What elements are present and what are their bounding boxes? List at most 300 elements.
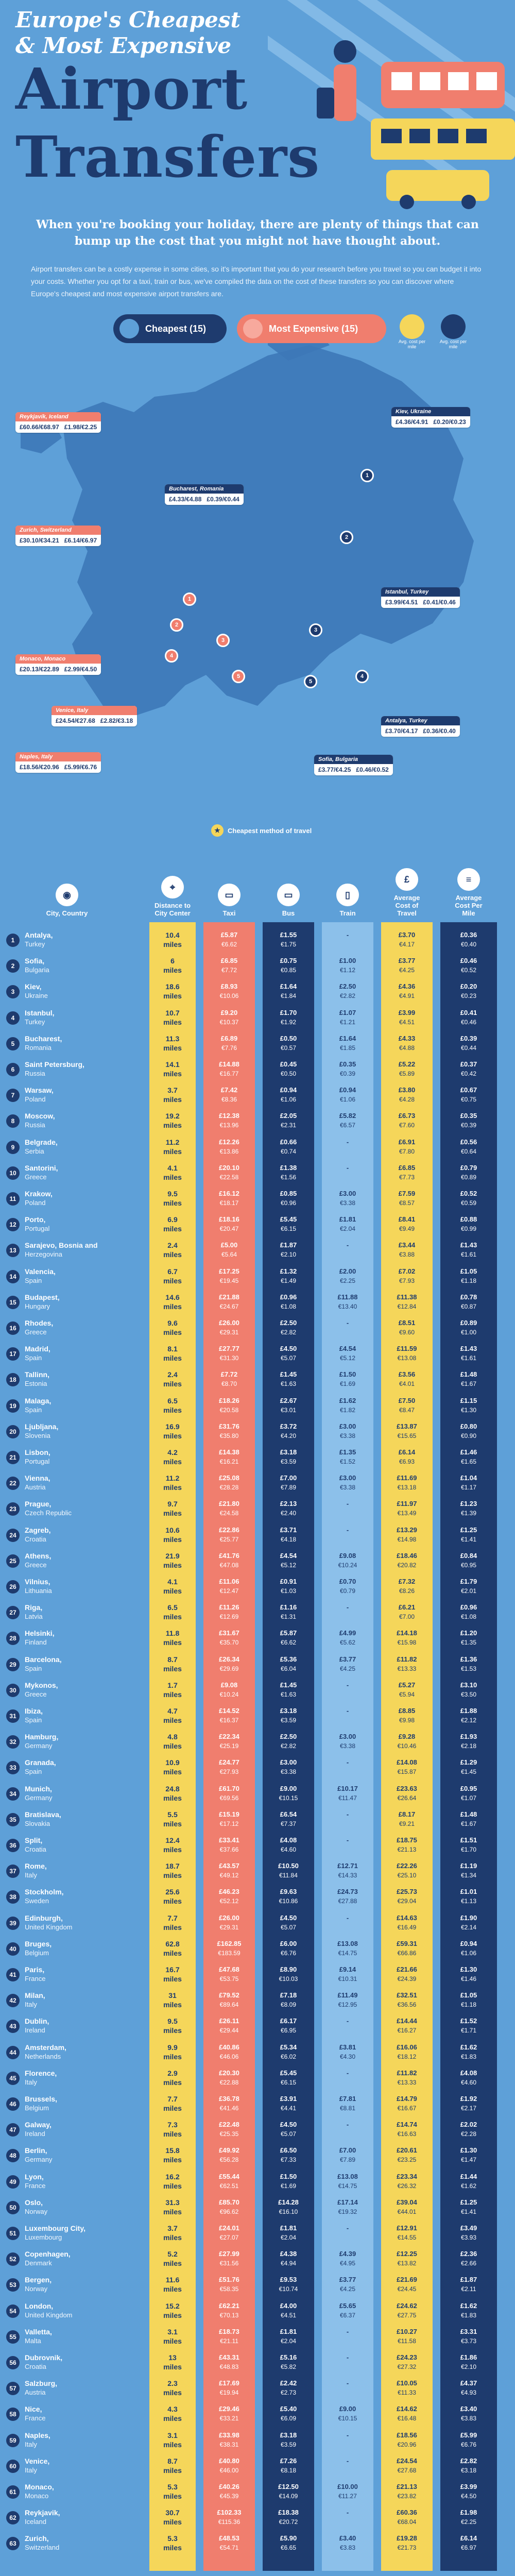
- traveller-head: [334, 40, 356, 63]
- table-row: [0, 2531, 515, 2556]
- row-bus: £1.50 €1.69: [280, 2172, 297, 2190]
- legend-cheapest-label: Cheapest (15): [145, 323, 207, 334]
- row-train: £2.50 €2.82: [339, 982, 356, 1000]
- row-city: Bratislava, Slovakia: [25, 1810, 61, 1827]
- row-avg-mile: £1.90 €2.14: [460, 1913, 477, 1931]
- row-bus: £1.16 €1.31: [280, 1603, 297, 1621]
- row-bus: £3.18 €3.59: [280, 1707, 297, 1724]
- row-city: Stockholm, Sweden: [25, 1888, 64, 1905]
- row-city: Barcelona, Spain: [25, 1655, 62, 1672]
- row-distance: 14.6 miles: [163, 1293, 182, 1311]
- row-city: Istanbul, Turkey: [25, 1008, 55, 1026]
- row-train: £5.65 €6.37: [339, 2301, 356, 2319]
- row-bus: £5.36 €6.04: [280, 1655, 297, 1672]
- row-bus: £4.50 €5.07: [280, 1345, 297, 1362]
- table-row: [0, 2143, 515, 2168]
- row-avg-cost: £25.73 €29.04: [397, 1888, 417, 1905]
- row-rank: 47: [6, 2123, 20, 2137]
- row-train: -: [346, 931, 349, 939]
- row-rank: 56: [6, 2356, 20, 2369]
- row-city: Bergen, Norway: [25, 2276, 52, 2293]
- row-avg-cost: £39.04 €44.01: [397, 2198, 417, 2215]
- row-taxi: £16.12 €18.17: [219, 1190, 239, 1207]
- row-rank: 5: [6, 1037, 20, 1050]
- row-avg-mile: £1.23 €1.39: [460, 1500, 477, 1517]
- table-row: [0, 1445, 515, 1470]
- row-rank: 46: [6, 2097, 20, 2111]
- pin-icon: [243, 319, 263, 338]
- row-bus: £4.50 €5.07: [280, 2121, 297, 2138]
- row-avg-cost: £10.27 €11.58: [397, 2327, 417, 2345]
- row-avg-cost: £13.29 €14.98: [397, 1526, 417, 1543]
- row-bus: £1.45 €1.63: [280, 1370, 297, 1388]
- row-avg-cost: £3.44 €3.88: [398, 1241, 416, 1259]
- row-train: £3.77 €4.25: [339, 2276, 356, 2293]
- row-bus: £1.64 €1.84: [280, 982, 297, 1000]
- row-taxi: £5.00 €5.64: [220, 1241, 238, 1259]
- row-bus: £4.38 €4.94: [280, 2250, 297, 2267]
- map-tag-sofia: Sofia, Bulgaria £3.77/€4.25 £0.46/€0.52: [314, 755, 393, 775]
- row-rank: 43: [6, 2020, 20, 2033]
- taxi-shape: [386, 170, 489, 201]
- row-rank: 30: [6, 1684, 20, 1697]
- row-train: £11.49 €12.95: [337, 1991, 358, 2009]
- row-taxi: £24.77 €27.93: [219, 1758, 239, 1776]
- row-avg-mile: £1.15 €1.30: [460, 1396, 477, 1414]
- row-train: -: [346, 1913, 349, 1922]
- row-avg-mile: £0.46 €0.52: [460, 957, 477, 974]
- row-city: Madrid, Spain: [25, 1345, 50, 1362]
- table-row: [0, 1341, 515, 1367]
- row-taxi: £12.26 €13.86: [219, 1138, 239, 1155]
- row-train: -: [346, 1810, 349, 1818]
- row-taxi: £11.26 €12.69: [219, 1603, 239, 1621]
- map-pin: 4: [165, 649, 178, 663]
- title-line-3: Airport: [15, 56, 248, 122]
- row-avg-cost: £11.97 €13.49: [397, 1500, 417, 1517]
- legend-walk-label: Avg. cost per mile: [398, 339, 426, 349]
- row-taxi: £43.31 €48.83: [219, 2353, 239, 2370]
- row-avg-cost: £14.62 €16.48: [397, 2405, 417, 2422]
- row-avg-mile: £0.95 €1.07: [460, 1784, 477, 1802]
- row-train: £3.77 €4.25: [339, 1655, 356, 1672]
- legend-cost-walk: [397, 314, 427, 349]
- row-taxi: £7.72 €8.70: [220, 1370, 238, 1388]
- row-train: £4.54 €5.12: [339, 1345, 356, 1362]
- row-avg-cost: £3.77 €4.25: [398, 957, 416, 974]
- row-taxi: £51.76 €58.35: [219, 2276, 239, 2293]
- row-avg-cost: £22.26 €25.10: [397, 1862, 417, 1879]
- table-row: [0, 1600, 515, 1625]
- row-avg-cost: £14.63 €16.49: [397, 1913, 417, 1931]
- table-row: [0, 1677, 515, 1703]
- row-avg-cost: £11.69 €13.18: [397, 1474, 417, 1492]
- row-train: £11.88 €13.40: [337, 1293, 358, 1310]
- row-avg-mile: £0.39 €0.44: [460, 1034, 477, 1052]
- row-avg-mile: £1.20 €1.35: [460, 1629, 477, 1647]
- row-train: -: [346, 1603, 349, 1612]
- row-bus: £2.42 €2.73: [280, 2379, 297, 2397]
- row-avg-cost: £6.21 €7.00: [398, 1603, 416, 1621]
- row-distance: 8.7 miles: [163, 1655, 182, 1673]
- intro-lead: When you're booking your holiday, there are plenty of things that can bump up the cost that you might not have thought about.: [36, 218, 479, 248]
- map-tag-zurich: Zurich, Switzerland £30.10/€34.21 £6.14/€6.97: [15, 526, 101, 546]
- row-city: Porto, Portugal: [25, 1215, 50, 1233]
- row-rank: 4: [6, 1011, 20, 1025]
- row-bus: £3.71 €4.18: [280, 1526, 297, 1543]
- row-city: Prague, Czech Republic: [25, 1500, 72, 1517]
- row-avg-cost: £6.14 €6.93: [398, 1448, 416, 1465]
- row-avg-mile: £1.46 €1.65: [460, 1448, 477, 1465]
- row-distance: 15.8 miles: [163, 2146, 182, 2164]
- table-row: [0, 2350, 515, 2376]
- row-rank: 60: [6, 2460, 20, 2473]
- row-avg-mile: £1.04 €1.17: [460, 1474, 477, 1492]
- row-taxi: £26.00 €29.31: [219, 1319, 239, 1336]
- row-avg-mile: £0.79 €0.89: [460, 1163, 477, 1181]
- map-tag-antalya: Antalya, Turkey £3.70/€4.17 £0.36/€0.40: [381, 716, 460, 737]
- legend-cheapest: [113, 314, 227, 343]
- row-avg-cost: £12.25 €13.82: [397, 2250, 417, 2267]
- row-avg-cost: £23.63 €26.64: [397, 1784, 417, 1802]
- row-taxi: £14.88 €16.77: [219, 1060, 239, 1077]
- row-rank: 53: [6, 2278, 20, 2292]
- row-rank: 52: [6, 2252, 20, 2266]
- map-pin: 5: [232, 670, 245, 683]
- row-avg-mile: £0.80 €0.90: [460, 1422, 477, 1439]
- row-rank: 45: [6, 2072, 20, 2085]
- row-distance: 4.1 miles: [163, 1163, 182, 1181]
- row-avg-mile: £1.62 €1.83: [460, 2301, 477, 2319]
- row-taxi: £47.68 €53.75: [219, 1965, 239, 1982]
- table-row: [0, 2246, 515, 2272]
- row-rank: 18: [6, 1373, 20, 1386]
- row-avg-mile: £1.52 €1.71: [460, 2017, 477, 2035]
- table-row: [0, 1470, 515, 1496]
- row-train: £1.50 €1.69: [339, 1370, 356, 1388]
- row-city: Tallinn, Estonia: [25, 1370, 49, 1388]
- row-avg-cost: £8.85 €9.98: [398, 1707, 416, 1724]
- row-avg-mile: £1.43 €1.61: [460, 1241, 477, 1259]
- row-distance: 18.6 miles: [163, 982, 182, 1001]
- row-rank: 9: [6, 1141, 20, 1154]
- row-distance: 11.8 miles: [163, 1629, 182, 1647]
- row-distance: 9.9 miles: [163, 2043, 182, 2061]
- row-city: Oslo, Norway: [25, 2198, 48, 2215]
- header-train: ▯ Train: [327, 850, 368, 917]
- row-avg-mile: £2.02 €2.28: [460, 2121, 477, 2138]
- row-avg-mile: £0.52 €0.59: [460, 1190, 477, 1207]
- row-taxi: £162.85 €183.59: [217, 1939, 242, 1957]
- title-line-2: & Most Expensive: [15, 33, 232, 58]
- row-bus: £0.91 €1.03: [280, 1578, 297, 1595]
- row-distance: 3.1 miles: [163, 2327, 182, 2345]
- row-taxi: £33.98 €38.31: [219, 2431, 239, 2448]
- row-train: £3.40 €3.83: [339, 2534, 356, 2552]
- row-bus: £5.40 €6.09: [280, 2405, 297, 2422]
- row-avg-cost: £3.70 €4.17: [398, 931, 416, 948]
- table-row: [0, 1652, 515, 1677]
- table-row: [0, 1367, 515, 1393]
- row-train: -: [346, 2509, 349, 2517]
- row-distance: 6 miles: [163, 957, 182, 975]
- header-bus: ▭ Bus: [268, 850, 309, 917]
- row-city: Santorini, Greece: [25, 1163, 58, 1181]
- row-city: Brussels, Belgium: [25, 2095, 58, 2112]
- row-bus: £1.87 €2.10: [280, 1241, 297, 1259]
- row-bus: £5.90 €6.65: [280, 2534, 297, 2552]
- row-rank: 31: [6, 1709, 20, 1723]
- table-row: [0, 1858, 515, 1884]
- row-train: -: [346, 1163, 349, 1172]
- row-taxi: £24.01 €27.07: [219, 2224, 239, 2241]
- row-rank: 3: [6, 985, 20, 998]
- row-distance: 21.9 miles: [163, 1551, 182, 1569]
- row-train: £12.71 €14.33: [337, 1862, 358, 1879]
- row-city: Bruges, Belgium: [25, 1939, 52, 1957]
- row-bus: £7.26 €8.18: [280, 2456, 297, 2474]
- row-city: Helsinki, Finland: [25, 1629, 55, 1647]
- row-city: Ljubljana, Slovenia: [25, 1422, 59, 1439]
- row-rank: 41: [6, 1968, 20, 1981]
- row-train: -: [346, 1707, 349, 1715]
- row-avg-mile: £0.35 €0.39: [460, 1112, 477, 1129]
- table-row: [0, 1703, 515, 1729]
- row-rank: 12: [6, 1218, 20, 1231]
- row-taxi: £14.52 €16.37: [219, 1707, 239, 1724]
- row-taxi: £9.20 €10.37: [219, 1008, 239, 1026]
- table-row: [0, 1315, 515, 1341]
- table-row: [0, 2195, 515, 2221]
- row-taxi: £21.88 €24.67: [219, 1293, 239, 1310]
- row-distance: 62.8 miles: [163, 1939, 182, 1957]
- row-avg-mile: £0.20 €0.23: [460, 982, 477, 1000]
- row-distance: 10.9 miles: [163, 1758, 182, 1776]
- table-row: [0, 2091, 515, 2117]
- row-bus: £1.81 €2.04: [280, 2224, 297, 2241]
- header: [0, 0, 515, 216]
- row-taxi: £20.10 €22.58: [219, 1163, 239, 1181]
- row-city: Reykjavik, Iceland: [25, 2509, 60, 2526]
- row-avg-cost: £32.51 €36.56: [397, 1991, 417, 2009]
- pin-icon: [119, 319, 139, 338]
- row-distance: 6.9 miles: [163, 1215, 182, 1233]
- table-row: [0, 1238, 515, 1263]
- row-rank: 61: [6, 2485, 20, 2499]
- row-bus: £2.50 €2.82: [280, 1319, 297, 1336]
- row-train: £7.81 €8.81: [339, 2095, 356, 2112]
- table-row: [0, 1057, 515, 1082]
- table-row: [0, 1807, 515, 1833]
- row-city: Copenhagen, Denmark: [25, 2250, 71, 2267]
- row-train: -: [346, 2069, 349, 2077]
- row-avg-cost: £59.31 €66.86: [397, 1939, 417, 1957]
- row-avg-mile: £1.79 €2.01: [460, 1578, 477, 1595]
- row-avg-mile: £6.14 €6.97: [460, 2534, 477, 2552]
- row-bus: £0.85 €0.96: [280, 1190, 297, 1207]
- map-pin: 5: [304, 675, 317, 688]
- row-distance: 10.4 miles: [163, 931, 182, 948]
- suitcase-icon: [317, 88, 334, 118]
- row-bus: £1.70 €1.92: [280, 1008, 297, 1026]
- table-row: [0, 1005, 515, 1031]
- legend-expensive-label: Most Expensive (15): [269, 323, 358, 334]
- pin-icon: ⌖: [161, 876, 184, 899]
- row-city: Galway, Ireland: [25, 2121, 52, 2138]
- row-bus: £7.18 €8.09: [280, 1991, 297, 2009]
- row-rank: 36: [6, 1839, 20, 1852]
- row-avg-cost: £5.22 €5.89: [398, 1060, 416, 1077]
- table-row: [0, 2453, 515, 2479]
- table-row: [0, 2117, 515, 2143]
- row-city: Lyon, France: [25, 2172, 46, 2190]
- row-train: £10.00 €11.27: [337, 2483, 358, 2500]
- row-bus: £0.45 €0.50: [280, 1060, 297, 1077]
- row-distance: 31 miles: [163, 1991, 182, 2009]
- row-avg-cost: £14.18 €15.98: [397, 1629, 417, 1647]
- map-pin: 2: [170, 618, 183, 632]
- row-avg-mile: £1.29 €1.45: [460, 1758, 477, 1776]
- table-row: [0, 1264, 515, 1290]
- row-bus: £5.16 €5.82: [280, 2353, 297, 2370]
- row-city: Salzburg, Austria: [25, 2379, 58, 2397]
- map-pin: 4: [355, 670, 369, 683]
- row-avg-cost: £16.06 €18.12: [397, 2043, 417, 2060]
- table-row: [0, 2376, 515, 2401]
- row-rank: 15: [6, 1296, 20, 1309]
- row-city: Luxembourg City, Luxembourg: [25, 2224, 85, 2241]
- row-rank: 14: [6, 1270, 20, 1283]
- row-taxi: £31.67 €35.70: [219, 1629, 239, 1647]
- row-bus: £5.45 €6.15: [280, 2069, 297, 2086]
- row-train: -: [346, 1681, 349, 1689]
- row-avg-cost: £3.80 €4.28: [398, 1086, 416, 1104]
- row-avg-cost: £23.34 €26.32: [397, 2172, 417, 2190]
- row-avg-cost: £24.54 €27.68: [397, 2456, 417, 2474]
- row-rank: 42: [6, 1994, 20, 2007]
- row-avg-mile: £1.92 €2.17: [460, 2095, 477, 2112]
- row-rank: 7: [6, 1089, 20, 1102]
- row-avg-cost: £8.41 €9.49: [398, 1215, 416, 1233]
- row-avg-mile: £1.05 €1.18: [460, 1267, 477, 1284]
- row-avg-cost: £6.85 €7.73: [398, 1163, 416, 1181]
- row-taxi: £85.70 €96.62: [219, 2198, 239, 2215]
- row-distance: 11.2 miles: [163, 1138, 182, 1156]
- table-legend-label: Cheapest method of travel: [228, 826, 312, 835]
- row-city: Split, Croatia: [25, 1836, 46, 1853]
- row-avg-mile: £1.05 €1.18: [460, 1991, 477, 2009]
- row-rank: 49: [6, 2175, 20, 2189]
- row-avg-cost: £8.17 €9.21: [398, 1810, 416, 1827]
- star-icon: ★: [211, 824, 224, 837]
- row-bus: £0.75 €0.85: [280, 957, 297, 974]
- table-row: [0, 2040, 515, 2065]
- row-distance: 31.3 miles: [163, 2198, 182, 2216]
- row-rank: 1: [6, 934, 20, 947]
- row-rank: 44: [6, 2046, 20, 2059]
- row-city: Rome, Italy: [25, 1862, 47, 1879]
- row-taxi: £11.06 €12.47: [219, 1578, 239, 1595]
- legend-expensive: [237, 314, 386, 343]
- row-bus: £4.08 €4.60: [280, 1836, 297, 1853]
- row-taxi: £55.44 €62.51: [219, 2172, 239, 2190]
- row-distance: 2.4 miles: [163, 1241, 182, 1259]
- table-row: [0, 1134, 515, 1160]
- row-avg-mile: £1.87 €2.11: [460, 2276, 477, 2293]
- row-avg-cost: £12.91 €14.55: [397, 2224, 417, 2241]
- row-avg-cost: £14.79 €16.67: [397, 2095, 417, 2112]
- row-rank: 35: [6, 1813, 20, 1826]
- row-rank: 26: [6, 1580, 20, 1594]
- row-rank: 58: [6, 2408, 20, 2421]
- row-avg-mile: £4.37 €4.93: [460, 2379, 477, 2397]
- row-taxi: £40.80 €46.00: [219, 2456, 239, 2474]
- row-avg-cost: £6.73 €7.60: [398, 1112, 416, 1129]
- row-distance: 11.3 miles: [163, 1034, 182, 1052]
- row-distance: 24.8 miles: [163, 1784, 182, 1802]
- row-train: -: [346, 1138, 349, 1146]
- map-pin: 3: [216, 634, 230, 647]
- row-train: £4.39 €4.95: [339, 2250, 356, 2267]
- row-train: -: [346, 2017, 349, 2025]
- row-city: Sofia, Bulgaria: [25, 957, 49, 974]
- row-distance: 25.6 miles: [163, 1888, 182, 1906]
- row-train: -: [346, 1241, 349, 1249]
- row-bus: £3.00 €3.38: [280, 1758, 297, 1776]
- row-avg-cost: £21.66 €24.39: [397, 1965, 417, 1982]
- row-bus: £6.50 €7.33: [280, 2146, 297, 2164]
- row-bus: £10.50 €11.84: [278, 1862, 299, 1879]
- row-city: Kiev, Ukraine: [25, 982, 48, 1000]
- row-city: Bucharest, Romania: [25, 1034, 62, 1052]
- coin-icon: £: [396, 868, 418, 891]
- row-bus: £6.54 €7.37: [280, 1810, 297, 1827]
- row-distance: 10.6 miles: [163, 1526, 182, 1544]
- row-taxi: £18.26 €20.58: [219, 1396, 239, 1414]
- row-city: Zurich, Switzerland: [25, 2534, 60, 2552]
- row-avg-mile: £1.51 €1.70: [460, 1836, 477, 1853]
- row-avg-mile: £1.30 €1.46: [460, 1965, 477, 1982]
- row-distance: 3.1 miles: [163, 2431, 182, 2449]
- row-city: Valencia, Spain: [25, 1267, 56, 1284]
- row-avg-cost: £24.23 €27.32: [397, 2353, 417, 2370]
- row-bus: £1.81 €2.04: [280, 2327, 297, 2345]
- row-taxi: £8.93 €10.06: [219, 982, 239, 1000]
- row-distance: 4.2 miles: [163, 1448, 182, 1466]
- row-bus: £5.45 €6.15: [280, 1215, 297, 1233]
- row-avg-cost: £13.87 €15.65: [397, 1422, 417, 1439]
- table-row: [0, 1962, 515, 1988]
- row-bus: £3.91 €4.41: [280, 2095, 297, 2112]
- row-distance: 5.3 miles: [163, 2534, 182, 2552]
- row-rank: 28: [6, 1632, 20, 1645]
- row-taxi: £17.69 €19.94: [219, 2379, 239, 2397]
- row-taxi: £21.80 €24.58: [219, 1500, 239, 1517]
- row-taxi: £15.19 €17.12: [219, 1810, 239, 1827]
- row-bus: £9.00 €10.15: [279, 1784, 298, 1802]
- row-bus: £1.55 €1.75: [280, 931, 297, 948]
- row-distance: 16.2 miles: [163, 2172, 182, 2190]
- row-avg-mile: £0.67 €0.75: [460, 1086, 477, 1104]
- row-train: £9.14 €10.31: [338, 1965, 357, 1982]
- row-avg-cost: £4.33 €4.88: [398, 1034, 416, 1052]
- train-icon: ▯: [336, 884, 359, 906]
- row-distance: 11.2 miles: [163, 1474, 182, 1492]
- table-row: [0, 2013, 515, 2039]
- bus-icon: ▭: [277, 884, 300, 906]
- row-bus: £2.67 €3.01: [280, 1396, 297, 1414]
- row-bus: £3.72 €4.20: [280, 1422, 297, 1439]
